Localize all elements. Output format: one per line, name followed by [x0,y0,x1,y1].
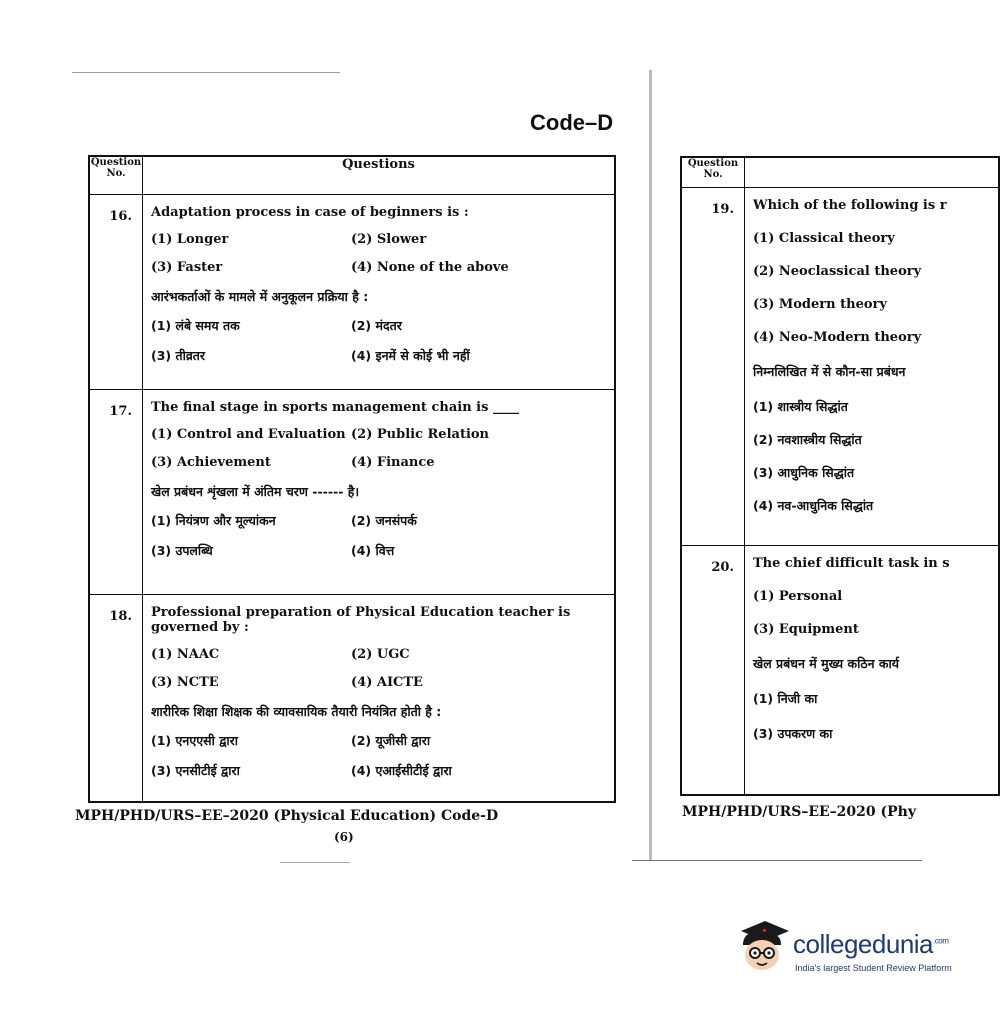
question-text: The chief difficult task in s [753,555,950,571]
left-question-table [88,155,616,803]
question-row-19 [681,187,999,545]
question-text-hindi: खेल प्रबंधन में मुख्य कठिन कार्य [753,655,899,671]
right-page-clip [680,150,950,800]
option-1: (1) Longer [151,231,229,247]
option-grid [151,647,606,690]
hindi-option-3: (3) आधुनिक सिद्धांत [753,464,855,480]
hindi-option-2: (2) यूजीसी द्वारा [351,732,431,748]
hindi-option-grid [151,317,606,364]
code-label: Code–D [530,110,614,135]
hindi-option-2: (2) जनसंपर्क [351,512,417,528]
question-text: Professional preparation of Physical Education teacher is governed by : [151,604,571,635]
question-text-hindi: खेल प्रबंधन शृंखला में अंतिम चरण ------ है। [151,483,360,499]
right-footer: MPH/PHD/URS–EE–2020 (Phy [682,804,916,820]
right-footer-clip [680,802,925,826]
header-no-line2: No. [106,168,126,179]
hindi-option-2: (2) मंदतर [351,317,402,333]
option-3: (3) Faster [151,259,223,275]
scan-page-edge [649,70,652,860]
brand-suffix: .com [933,936,949,946]
option-4: (4) Neo-Modern theory [753,329,922,345]
brand-text: collegedunia [793,929,934,959]
question-number: 19. [681,187,745,545]
hindi-option-1: (1) निजी का [753,690,818,706]
question-body [143,194,616,389]
question-no-header [681,157,745,187]
table-header-row [681,157,999,187]
questions-header-cropped [745,157,1000,187]
question-body [745,187,1000,545]
option-2: (2) Public Relation [351,426,490,442]
question-number: 16. [89,194,143,389]
question-row-16 [89,194,615,389]
question-body [143,594,616,802]
header-no-line1: Question [687,158,739,169]
hindi-option-list [753,398,990,514]
hindi-option-grid [151,512,606,559]
question-text-hindi: आरंभकर्ताओं के मामले में अनुकूलन प्रक्रिया है : [151,288,369,304]
header-no-line1: Question [90,157,142,168]
question-number: 17. [89,389,143,594]
hindi-option-grid [151,732,606,779]
hindi-option-4: (4) वित्त [351,542,395,558]
question-body [143,389,616,594]
option-1: (1) Control and Evaluation [151,426,346,442]
option-1: (1) Personal [753,588,843,604]
mascot-icon [735,915,791,975]
option-3: (3) NCTE [151,674,219,690]
hindi-option-2: (2) नवशास्त्रीय सिद्धांत [753,431,862,447]
questions-header: Questions [143,156,616,194]
table-header-row [89,156,615,194]
question-row-17 [89,389,615,594]
hindi-option-1: (1) शास्त्रीय सिद्धांत [753,398,848,414]
option-2: (2) Neoclassical theory [753,263,922,279]
hindi-option-3: (3) तीव्रतर [151,347,206,363]
option-grid [151,232,606,275]
option-1: (1) Classical theory [753,230,895,246]
page-number: (6) [334,830,354,844]
question-row-18 [89,594,615,802]
question-no-header [89,156,143,194]
option-grid [151,427,606,470]
option-4: (4) None of the above [351,259,509,275]
option-2: (2) UGC [351,646,410,662]
question-body [745,545,1000,795]
brand-name [793,929,948,960]
hindi-option-1: (1) नियंत्रण और मूल्यांकन [151,512,276,528]
scan-bottom-line [632,860,922,861]
collegedunia-watermark [735,915,965,985]
hindi-option-1: (1) लंबे समय तक [151,317,240,333]
option-4: (4) AICTE [351,674,423,690]
scan-top-line [72,72,340,73]
question-text: Which of the following is r [753,197,947,213]
hindi-option-4: (4) इनमें से कोई भी नहीं [351,347,470,363]
header-no-line2: No. [703,169,723,180]
hindi-option-3: (3) उपलब्धि [151,542,213,558]
question-number: 18. [89,594,143,802]
brand-tagline: India's largest Student Review Platform [795,963,952,973]
question-text-hindi: शारीरिक शिक्षा शिक्षक की व्यावसायिक तैयारी नियंत्रित होती है : [151,703,442,719]
option-2: (2) Slower [351,231,427,247]
question-number: 20. [681,545,745,795]
hindi-option-4: (4) नव-आधुनिक सिद्धांत [753,497,874,513]
hindi-option-3: (3) एनसीटीई द्वारा [151,762,240,778]
question-text-hindi: निम्नलिखित में से कौन-सा प्रबंधन [753,363,906,379]
option-3: (3) Modern theory [753,296,887,312]
question-text: Adaptation process in case of beginners is : [151,204,469,220]
hindi-option-1: (1) एनएएसी द्वारा [151,732,238,748]
question-text: The final stage in sports management chain is ____ [151,399,519,415]
question-row-20 [681,545,999,795]
left-footer: MPH/PHD/URS–EE–2020 (Physical Education) Code-D [75,808,499,824]
scan-bottom-line-left [280,862,350,863]
option-3: (3) Equipment [753,621,859,637]
hindi-option-4: (4) एआईसीटीई द्वारा [351,762,452,778]
option-1: (1) NAAC [151,646,220,662]
right-question-table [680,156,1000,796]
hindi-option-3: (3) उपकरण का [753,725,833,741]
option-4: (4) Finance [351,454,435,470]
option-3: (3) Achievement [151,454,271,470]
